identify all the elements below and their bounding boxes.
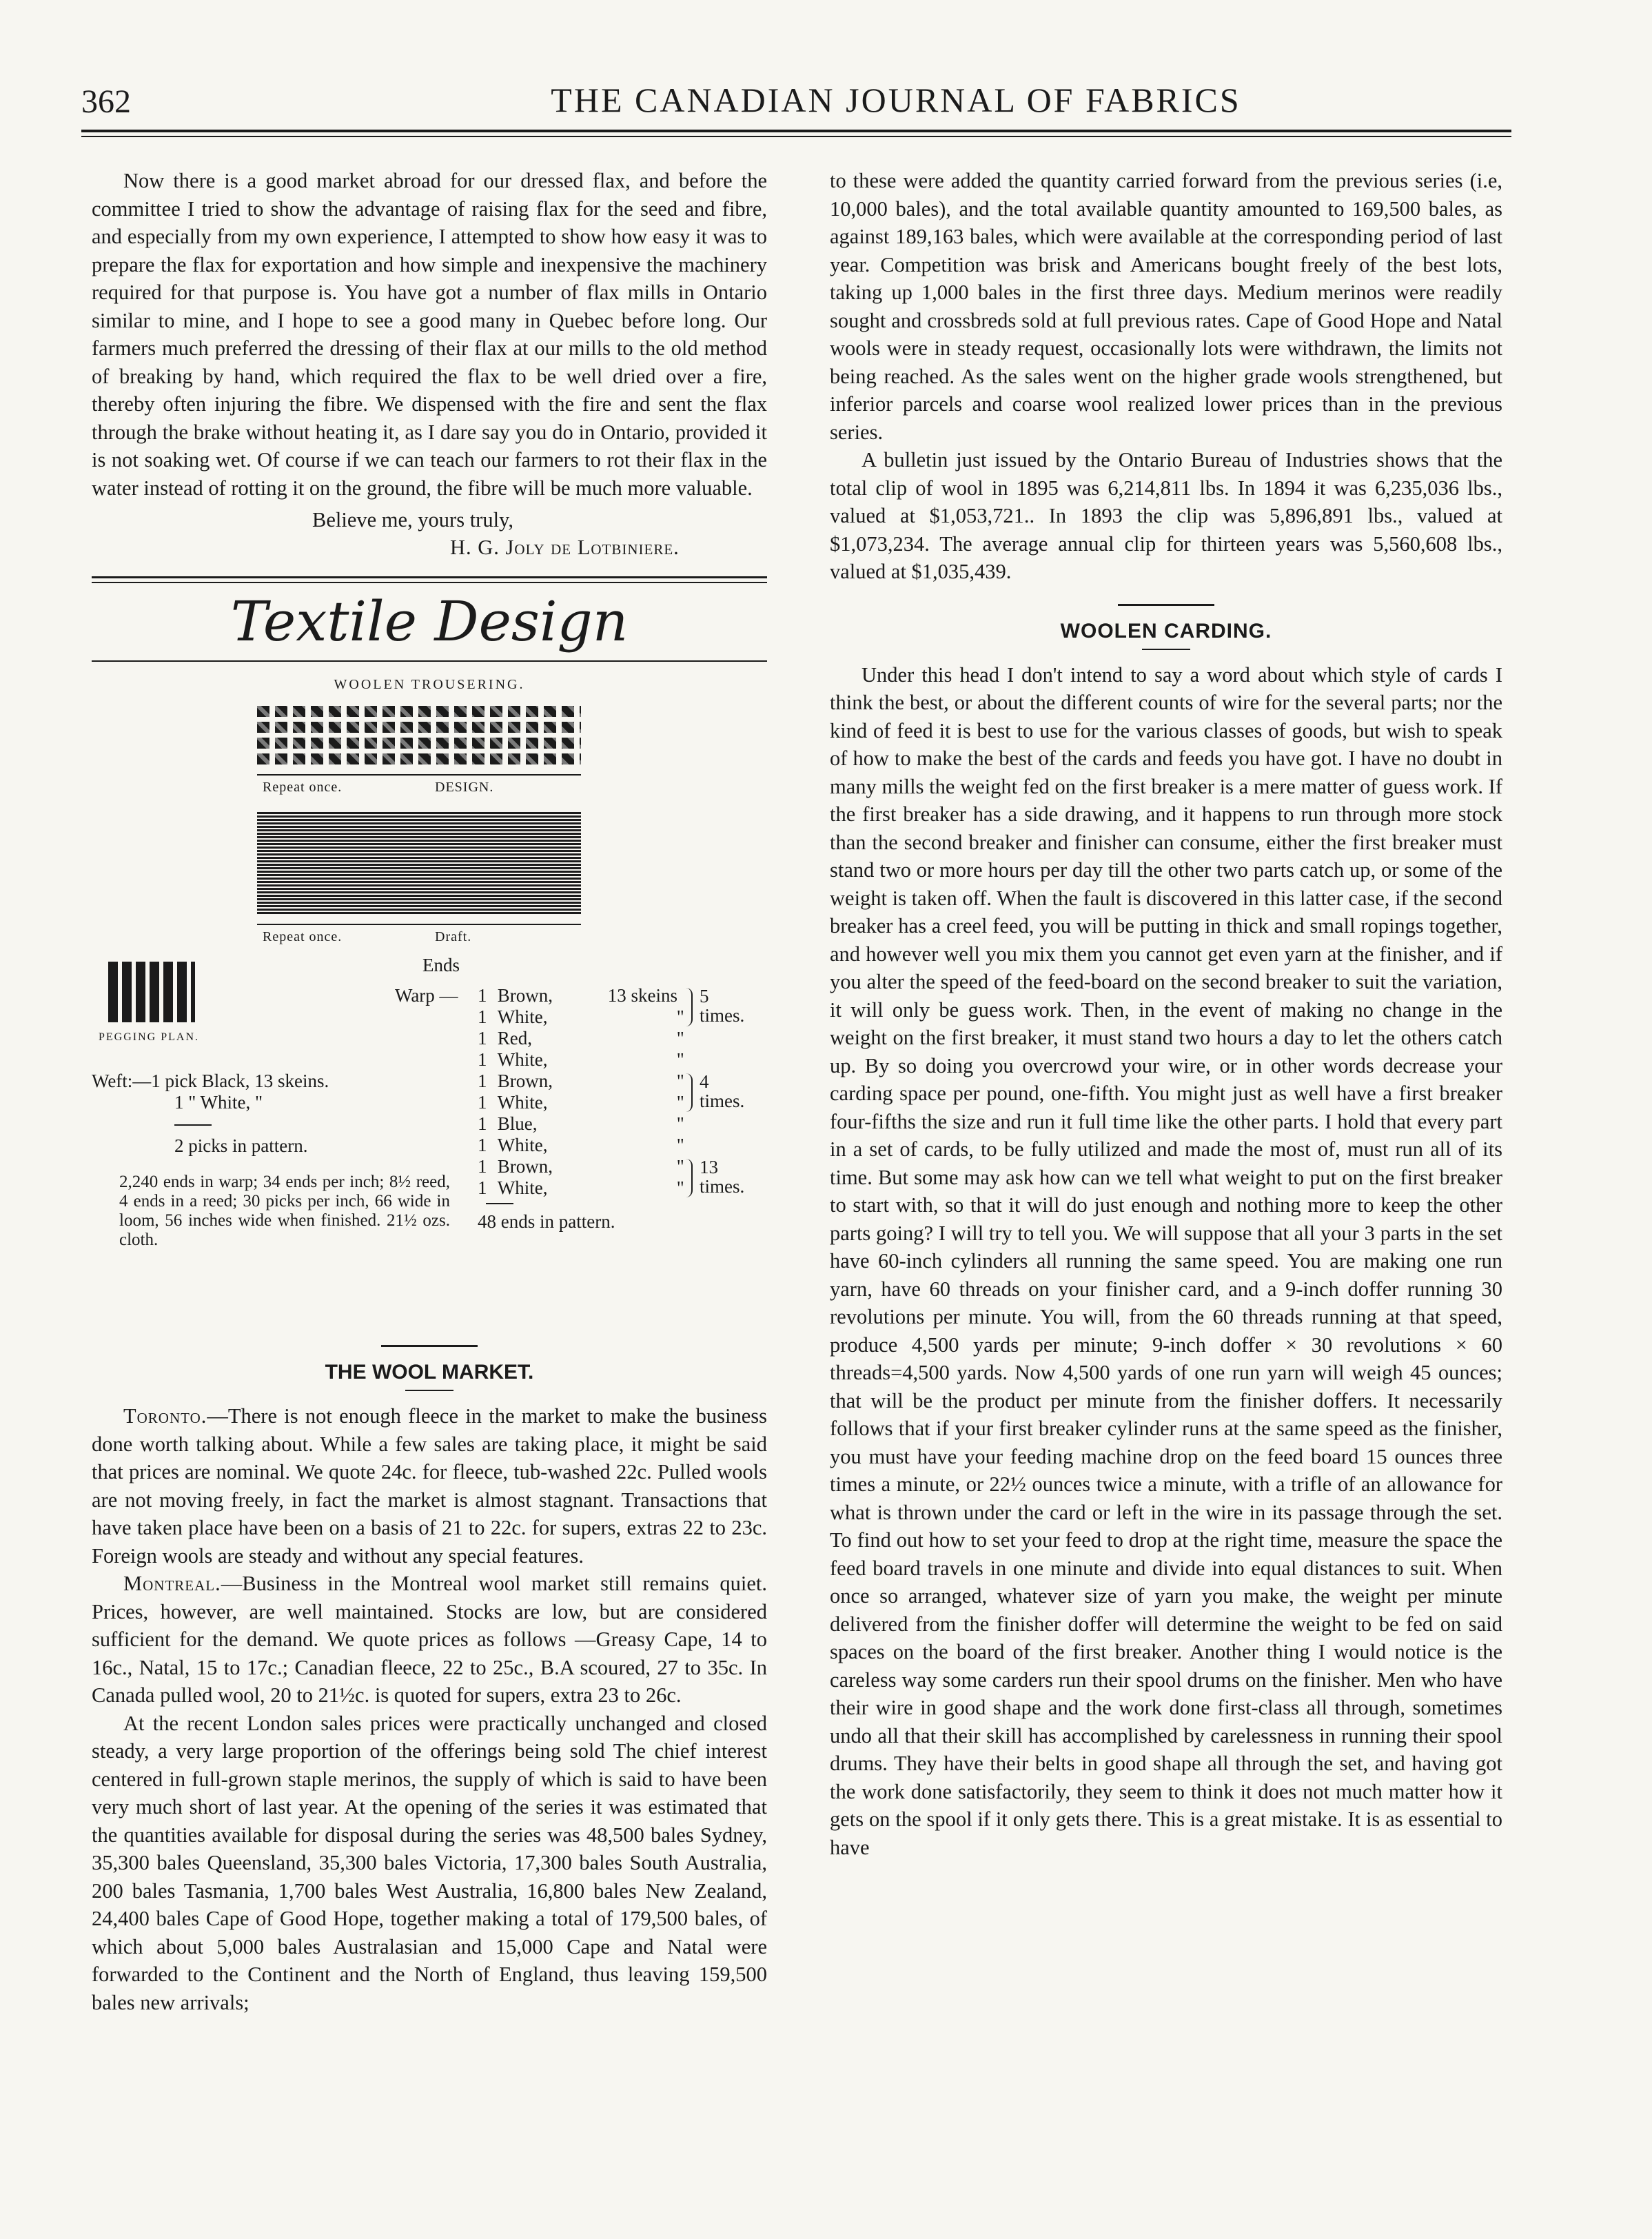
right-column (830, 167, 1502, 1861)
left-column (92, 167, 767, 2016)
bulletin-paragraph: A bulletin just issued by the Ontario Bureau of Industries shows that the total clip of wool in 1895 was 6,214,811 lbs. In 1894 it was 6,235,036 lbs., valued at $1,053,721.. In 1893 the clip was 5,896,891 lbs., valued at $1,073,234. The average annual clip for thirteen years was 5,560,608 lbs., valued at $1,035,439. (830, 448, 1502, 583)
textile-design-banner: Textile Design (230, 589, 629, 654)
running-head: THE CANADIAN JOURNAL OF FABRICS (551, 81, 1241, 119)
warp-row: 1 Brown, 13 skeins (478, 985, 677, 1006)
group-repeat-label: 13 times. (700, 1157, 745, 1197)
group-brace (684, 1159, 693, 1197)
montreal-paragraph (92, 1570, 767, 1710)
repeat-label: Repeat once. (263, 929, 343, 944)
warp-row: 1 White, " (478, 1135, 684, 1155)
pegging-plan-label: PEGGING PLAN. (99, 1031, 199, 1043)
pegging-plan-image (108, 962, 195, 1022)
ends-header: Ends (422, 955, 460, 975)
group-brace (684, 988, 693, 1026)
pattern-specification (92, 955, 767, 1341)
cloth-specifications: 2,240 ends in warp; 34 ends per inch; 8½ reed, 4 ends in a reed; 30 picks per inch, 66 wide in loom, 56 inches wide when finished. 21½ ozs. cloth. (119, 1173, 450, 1249)
head-rule-thick (81, 130, 1511, 132)
design-label: DESIGN. (435, 780, 494, 795)
warp-row: 1 Brown, " (478, 1156, 684, 1177)
ends-total-rule (486, 1203, 513, 1204)
carding-title: WOOLEN CARDING. (1060, 619, 1272, 642)
letter-closing: Believe me, yours truly, (312, 508, 513, 531)
draft-caption-row (257, 929, 581, 945)
montreal-label: Montreal. (123, 1572, 221, 1595)
warp-row: 1 Red, " (478, 1028, 684, 1048)
head-rule-thin (81, 136, 1511, 137)
group-brace (684, 1073, 693, 1112)
design-repeat-brace (257, 769, 581, 776)
section-divider (381, 1345, 478, 1347)
group-repeat-label: 4 times. (700, 1071, 745, 1111)
banner-rule (92, 660, 767, 662)
warp-row: 1 White, " (478, 1177, 684, 1198)
repeat-label: Repeat once. (263, 780, 343, 795)
warp-row: 1 Blue, " (478, 1113, 684, 1134)
warp-row: 1 White, " (478, 1049, 684, 1070)
toronto-label: Toronto. (123, 1404, 207, 1428)
warp-row: 1 Brown, " (478, 1071, 684, 1091)
london-continued-paragraph: to these were added the quantity carried forward from the previous series (i.e, 10,000 bales), and the total available quantity amounted to 169,500 bales, as against 189,163 bales, which were available at the corresponding period of last year. Competition was brisk and Americans bought freely of the best lots, taking up 1,000 bales in the first three days. Medium merinos were readily sought and crossbreds sold at full previous rates. Cape of Good Hope and Natal wools were in steady request, occasionally lots were withdrawn, the limits not being reached. As the sales went on the higher grade wools strengthened, but inferior parcels and coarse wool realized lower prices than in the previous series. (830, 169, 1502, 444)
title-rule (405, 1390, 453, 1391)
letter-signature: H. G. Joly de Lotbiniere. (450, 536, 680, 559)
group-repeat-label: 5 times. (700, 986, 745, 1026)
draft-label: Draft. (435, 929, 472, 944)
design-caption-row (257, 780, 581, 796)
warp-label: Warp — (395, 985, 458, 1006)
warp-row: 1 White, " (478, 1006, 684, 1027)
title-rule (1142, 649, 1190, 650)
warp-row: 1 White, " (478, 1092, 684, 1113)
ends-total: 48 ends in pattern. (478, 1211, 615, 1232)
weft-line: Weft:—1 pick Black, 13 skeins. (92, 1071, 329, 1091)
section-divider (1118, 604, 1214, 606)
london-paragraph: At the recent London sales prices were practically unchanged and closed steady, a very large proportion of the offerings being sold The chief interest centered in full-grown staple merinos, the supply of which is said to have been very much short of last year. At the opening of the series it was estimated that the quantities available for disposal during the series was 48,500 bales Sydney, 35,300 bales Queensland, 35,300 bales Victoria, 17,300 bales South Australia, 200 bales Tasmania, 1,700 bales West Australia, 16,800 bales New Zealand, 24,400 bales Cape of Good Hope, together making a total of 179,500 bales, of which about 5,000 bales Australasian and 15,000 Cape and Natal were forwarded to the Continent and the North of England, thus leaving 159,500 bales new arrivals; (92, 1711, 767, 2014)
weft-total: 2 picks in pattern. (174, 1135, 308, 1156)
design-weave-image (257, 701, 581, 764)
letter-body: Now there is a good market abroad for our dressed flax, and before the committee I tried to show the advantage of raising flax for the seed and fibre, and especially from my own experience, I attempted to show how easy it was to prepare the flax for exportation and how simple and inexpensive the machinery required for that purpose is. You have got a number of flax mills in Ontario similar to mine, and I hope to see a good many in Quebec before long. Our farmers much preferred the dressing of their flax at our mills to the old method of breaking by hand, which required the flax to be well dried over a fire, thereby often injuring the fibre. We dispensed with the fire and sent the flax through the brake without heating it, as I dare say you do in Ontario, provided it is not soaking wet. Of course if we can teach our farmers to rot their flax in the water instead of rotting it on the ground, the fibre will be much more valuable. (92, 169, 767, 500)
toronto-paragraph (92, 1402, 767, 1570)
textile-subtitle: WOOLEN TROUSERING. (334, 677, 525, 692)
montreal-text: —Business in the Montreal wool market still remains quiet. Prices, however, are well maintained. Stocks are low, but are considered sufficient for the demand. We quote prices as follows —Greasy Cape, 14 to 16c., Natal, 15 to 17c.; Canadian fleece, 22 to 25c., B.A scoured, 27 to 35c. In Canada pulled wool, 20 to 21½c. is quoted for supers, extra 23 to 26c. (92, 1572, 767, 1707)
section-divider (92, 576, 767, 583)
weft-line: 1 " White, " (174, 1092, 263, 1113)
carding-paragraph: Under this head I don't intend to say a word about which style of cards I think the best, or about the different counts of wire for the several parts; nor the kind of feed it is best to use for the various classes of goods, but wish to speak of how to make the best of the cards and feeds you have got. I have no doubt in many mills the weight fed on the first breaker is a mere matter of guess work. If the first breaker has a side drawing, and it happens to run through more stock than the second breaker and finisher can consume, either the first breaker must stand two or more hours per day till the other two parts catch up, or some of the weight is taken off. When the fault is discovered in this latter case, if the second breaker has a creel feed, you will be putting in thick and small ropings together, and however well you mix them you cannot get even yarn at the finisher, and if you alter the speed of the feed-board on the second breaker to suit the variation, it will only be guess work. Then, in the event of making no change in the weight on the first breaker, it must stand two hours a day to let the others catch up. By so doing you overcrowd your wire, or in other words decrease your carding space per pound, one-fifth. You might just as well have a first breaker four-fifths the size and run it full time like the other parts. I hold that every part in a set of cards, to be fully utilized and made the most of, must run all of its time. But some may ask how can we tell what weight to put on the first breaker to start with, so that it will do just enough and nothing more to keep the other parts going? I will try to tell you. We will suppose that all your 3 parts in the set have 60-inch cylinders all running the same speed. You are making one run yarn, have 60 threads on your finisher card, and a 9-inch doffer running 30 revolutions per minute. You will, from the 60 threads running at that speed, produce 4,500 yards per minute; 9-inch doffer × 30 revolutions × 60 threads=4,500 yards. Now 4,500 yards of one run yarn will weigh 45 ounces; that will be the product per minute from the finisher doffers. It necessarily follows that if your first breaker cylinder runs at the same speed as the finisher, you must have your feeding machine drop on the feed board 15 ounces three times a minute, or 22½ ounces twice a minute, with a trifle of an allowance for what is thrown under the card or left in the wire in its passage through the set. To find out how to set your feed to drop at the right time, measure the space the feed board travels in one minute and divide into equal distances to suit. When once so arranged, whatever size of yarn you make, the weight per minute delivered from the finisher doffer will determine the weight to be fed on said spaces on the board of the first breaker. Another thing I would notice is the careless way some carders run their spool drums on the finisher. Men who have their wire in good shape and the work done first-class all through, sometimes undo all that their skill has accomplished by carelessness in running their spool drums. They have their belts in good shape all through the set, and having got the work done satisfactorily, they seem to think it does not much matter how it gets on the spool if it only gets there. This is a great mistake. It is as essential to have (830, 662, 1502, 1859)
page-number: 362 (81, 83, 131, 120)
toronto-text: —There is not enough fleece in the market to make the business done worth talking about. While a few sales are taking place, it might be said that prices are nominal. We quote 24c. for fleece, tub-washed 22c. Pulled wools are not moving freely, in fact the market is almost stagnant. Transactions that have taken place have been on a basis of 21 to 22c. for supers, extras 22 to 23c. Foreign wools are steady and without any special features. (92, 1404, 767, 1568)
wool-market-title: THE WOOL MARKET. (325, 1361, 534, 1384)
draft-weave-image (257, 811, 581, 914)
draft-repeat-brace (257, 918, 581, 925)
weft-rule (174, 1124, 212, 1126)
